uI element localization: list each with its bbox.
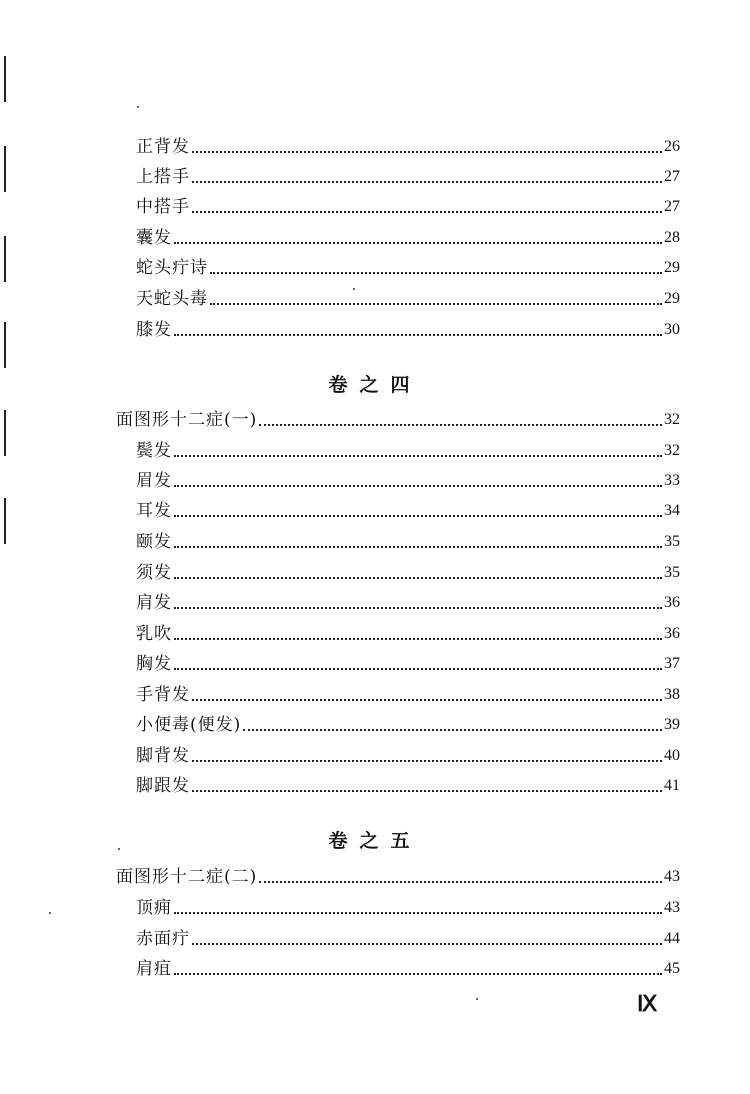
- entry-page: 36: [664, 594, 680, 611]
- page-folio: Ⅸ: [637, 991, 658, 1016]
- entry-page: 27: [664, 198, 680, 215]
- entry-page: 30: [664, 321, 680, 338]
- entry-page: 32: [664, 442, 680, 459]
- group-page: 32: [664, 411, 680, 428]
- binding-edge-mark: [4, 322, 6, 368]
- entry-title: 手背发: [136, 685, 190, 705]
- entry-page: 29: [664, 290, 680, 307]
- dot-leader: [259, 424, 662, 426]
- entry-page: 27: [664, 168, 680, 185]
- dot-leader: [210, 272, 662, 274]
- entry-page: 43: [664, 899, 680, 916]
- entry-title: 乳吹: [136, 624, 172, 644]
- entry-title: 小便毒(便发): [136, 715, 242, 735]
- toc-entry: [136, 928, 680, 950]
- volume-5-heading: 卷之五: [328, 830, 422, 852]
- binding-edge-mark: [4, 498, 6, 544]
- binding-edge-mark: [4, 410, 6, 456]
- entry-title: 脚背发: [136, 746, 190, 766]
- toc-entry: [136, 745, 680, 767]
- dot-leader: [192, 760, 662, 762]
- dot-leader: [192, 699, 662, 701]
- dot-leader: [174, 334, 662, 336]
- entry-title: 耳发: [136, 501, 172, 521]
- toc-entry: [136, 196, 680, 218]
- dot-leader: [243, 729, 662, 731]
- toc-entry: [136, 592, 680, 614]
- entry-title: 须发: [136, 563, 172, 583]
- entry-page: 35: [664, 533, 680, 550]
- entry-title: 赤面疔: [136, 929, 190, 949]
- toc-entry: [136, 500, 680, 522]
- dot-leader: [174, 242, 662, 244]
- entry-title: 肩发: [136, 593, 172, 613]
- dot-leader: [210, 303, 662, 305]
- toc-entry: [136, 714, 680, 736]
- dot-leader: [174, 638, 662, 640]
- dot-leader: [174, 577, 662, 579]
- toc-entry: [136, 562, 680, 584]
- entry-page: 45: [664, 960, 680, 977]
- toc-group-entry: [116, 409, 680, 431]
- entry-page: 38: [664, 686, 680, 703]
- entry-page: 33: [664, 472, 680, 489]
- entry-title: 颐发: [136, 532, 172, 552]
- dot-leader: [174, 973, 662, 975]
- entry-title: 上搭手: [136, 167, 190, 187]
- entry-page: 28: [664, 229, 680, 246]
- dot-leader: [192, 790, 662, 792]
- group-page: 43: [664, 868, 680, 885]
- entry-page: 44: [664, 930, 680, 947]
- entry-title: 正背发: [136, 137, 190, 157]
- toc-entry: [136, 897, 680, 919]
- toc-entry: [136, 775, 680, 797]
- binding-edge-mark: [4, 56, 6, 102]
- entry-page: 36: [664, 625, 680, 642]
- binding-edge-mark: [4, 146, 6, 192]
- entry-title: 鬓发: [136, 441, 172, 461]
- toc-entry: [136, 958, 680, 980]
- entry-page: 34: [664, 502, 680, 519]
- entry-page: 37: [664, 655, 680, 672]
- scan-speck: [49, 912, 51, 914]
- toc-entry: [136, 136, 680, 158]
- dot-leader: [174, 607, 662, 609]
- toc-entry: [136, 531, 680, 553]
- group-title: 面图形十二症(二): [116, 867, 258, 887]
- toc-entry: [136, 684, 680, 706]
- dot-leader: [192, 151, 662, 153]
- dot-leader: [174, 546, 662, 548]
- dot-leader: [192, 943, 662, 945]
- toc-entry: [136, 288, 680, 310]
- dot-leader: [174, 515, 662, 517]
- entry-page: 26: [664, 138, 680, 155]
- toc-entry: [136, 319, 680, 341]
- entry-title: 膝发: [136, 320, 172, 340]
- entry-title: 脚跟发: [136, 776, 190, 796]
- entry-page: 40: [664, 747, 680, 764]
- entry-title: 中搭手: [136, 197, 190, 217]
- entry-title: 蛇头疔诗: [136, 258, 208, 278]
- group-title: 面图形十二症(一): [116, 410, 258, 430]
- dot-leader: [259, 881, 662, 883]
- entry-title: 顶痈: [136, 898, 172, 918]
- toc-group-entry: [116, 866, 680, 888]
- entry-page: 35: [664, 564, 680, 581]
- toc-entry: [136, 470, 680, 492]
- scan-speck: [476, 998, 478, 1000]
- entry-title: 肩疽: [136, 959, 172, 979]
- toc-entry: [136, 623, 680, 645]
- toc-entry: [136, 227, 680, 249]
- entry-title: 天蛇头毒: [136, 289, 208, 309]
- entry-title: 囊发: [136, 228, 172, 248]
- entry-title: 眉发: [136, 471, 172, 491]
- dot-leader: [174, 912, 662, 914]
- toc-entry: [136, 166, 680, 188]
- entry-page: 29: [664, 259, 680, 276]
- entry-title: 胸发: [136, 654, 172, 674]
- toc-entry: [136, 257, 680, 279]
- dot-leader: [192, 181, 662, 183]
- entry-page: 39: [664, 716, 680, 733]
- dot-leader: [174, 485, 662, 487]
- dot-leader: [192, 211, 662, 213]
- dot-leader: [174, 455, 662, 457]
- toc-entry: [136, 653, 680, 675]
- volume-4-heading: 卷之四: [328, 374, 422, 396]
- toc-entry: [136, 440, 680, 462]
- scan-speck: [137, 106, 139, 108]
- entry-page: 41: [664, 777, 680, 794]
- binding-edge-mark: [4, 236, 6, 282]
- dot-leader: [174, 668, 662, 670]
